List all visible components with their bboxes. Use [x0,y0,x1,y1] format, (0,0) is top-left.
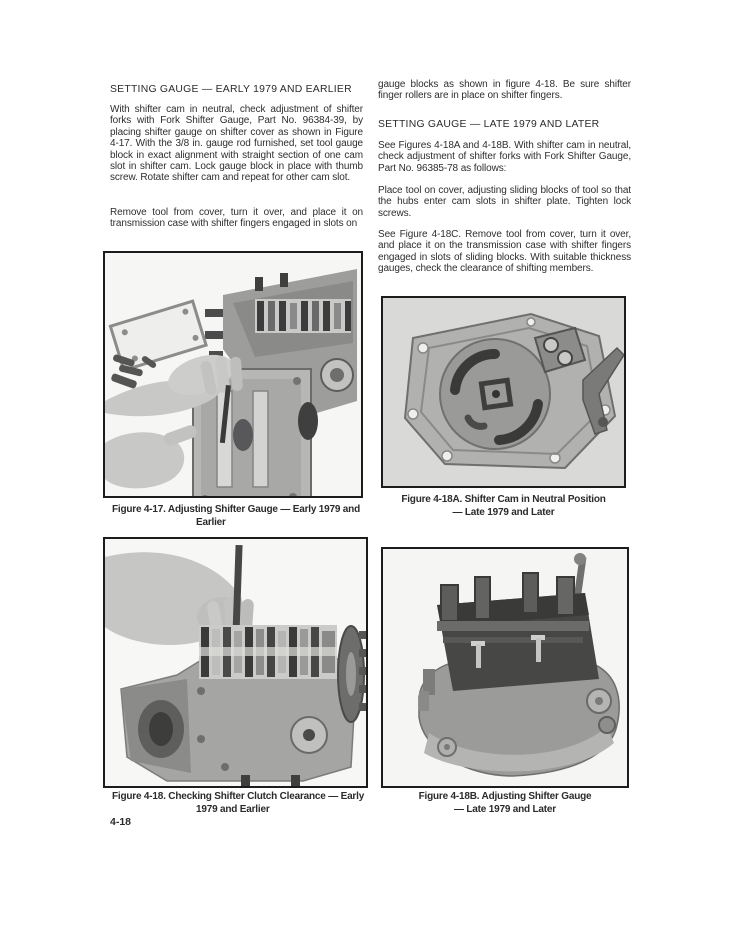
figure-4-18b-caption [381,790,629,816]
figure-4-18-photo [105,539,366,786]
figure-4-18a-photo [383,298,624,486]
page-number: 4-18 [110,816,132,828]
paragraph-late-setting-2: Place tool on cover, adjusting sliding blocks of tool so that the hubs enter cam slots in shifter plate. Tighten lock screws. [378,185,631,219]
figure-4-17-frame [103,251,363,498]
caption-line: — Late 1979 and Later [452,507,555,518]
paragraph-early-setting-1: With shifter cam in neutral, check adjustment of shifter forks with Fork Shifter Gauge, Part No. 96384-39, by placing shifter gauge on shifter cover as shown in Figure 4-17. With the 3/8 in. gauge rod furnished, set tool gauge block in exact alignment with straight section of one cam slot in shifter cam. Lock gauge block in place with thumb screw. Rotate shifter cam and repeat for other cam slot. [110,104,363,184]
caption-line: Earlier [196,517,226,528]
section-heading-early-1979: SETTING GAUGE — EARLY 1979 AND EARLIER [110,84,352,95]
caption-line: — Late 1979 and Later [454,804,556,815]
figure-4-18-frame [103,537,368,788]
paragraph-late-setting-3: See Figure 4-18C. Remove tool from cover, turn it over, and place it on the transmission case with shifter fingers engaged in slots of sliding blocks. With suitable thickness gauges, check the clearance of shifting members. [378,229,631,275]
caption-line: 1979 and Earlier [196,804,270,815]
figure-4-17-photo [105,253,361,496]
section-heading-late-1979: SETTING GAUGE — LATE 1979 AND LATER [378,119,600,130]
figure-4-18b-frame [381,547,629,788]
figure-4-18-caption [112,790,364,816]
figure-4-18a-caption [381,493,626,519]
paragraph-continued-from-left: gauge blocks as shown in figure 4-18. Be sure shifter finger rollers are in place on shifter fingers. [378,79,631,102]
paragraph-early-setting-2: Remove tool from cover, turn it over, and place it on transmission case with shifter fingers engaged in slots on [110,207,363,230]
caption-line: Figure 4-18. Checking Shifter Clutch Clearance — Early [112,791,365,802]
figure-4-17-caption [112,503,364,529]
caption-line: Figure 4-17. Adjusting Shifter Gauge — Early 1979 and [112,504,360,515]
caption-line: Figure 4-18B. Adjusting Shifter Gauge [418,791,592,802]
figure-4-18a-frame [381,296,626,488]
figure-4-18b-photo [383,549,627,786]
caption-line: Figure 4-18A. Shifter Cam in Neutral Position [401,494,606,505]
paragraph-late-setting-1: See Figures 4-18A and 4-18B. With shifter cam in neutral, check adjustment of shifter forks with Fork Shifter Gauge, Part No. 96385-78 as follows: [378,140,631,174]
